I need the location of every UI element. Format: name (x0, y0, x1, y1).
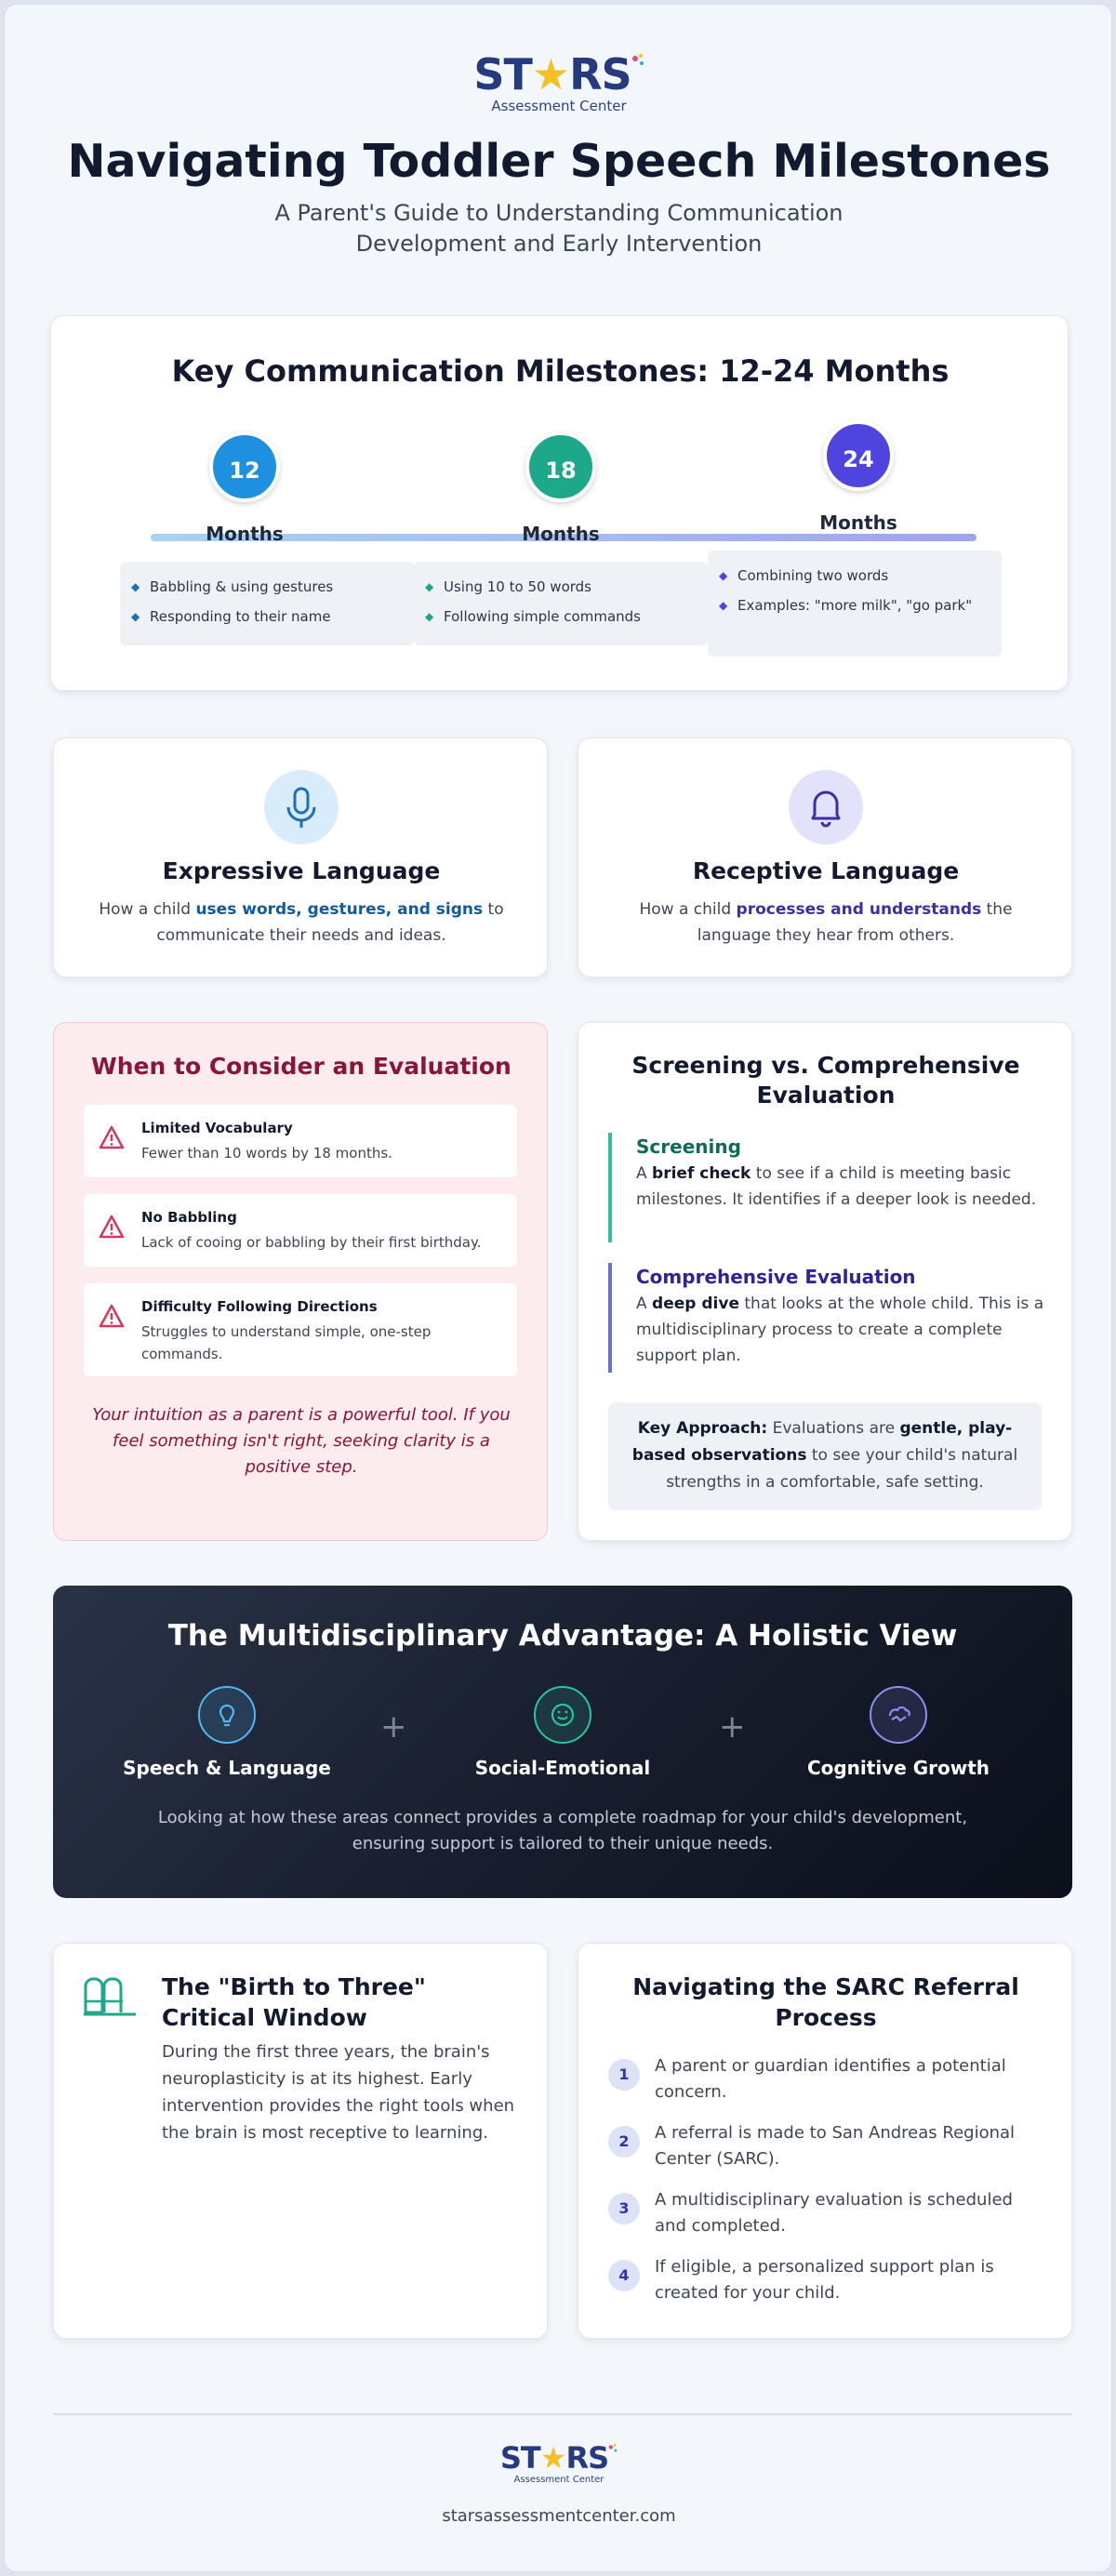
list-item: ◆ Following simple commands (425, 608, 641, 625)
microphone-icon (264, 770, 339, 844)
infographic-page (4, 4, 1112, 2572)
milestones-title: Key Communication Milestones: 12-24 Months (171, 353, 950, 389)
list-item: ◆ Responding to their name (131, 608, 331, 625)
key-approach-box: Key Approach: Evaluations are gentle, play-based observations to see your child's natural strengths in a comfortable, safe setting. (608, 1402, 1042, 1510)
footer-logo: ST★RS Assessment Center (5, 2443, 1113, 2485)
multidisciplinary-desc: Looking at how these areas connect provides a complete roadmap for your child's development, ensuring support is tailored to their unique needs. (157, 1808, 968, 1853)
star-icon: ★ (531, 49, 570, 100)
diamond-bullet-icon: ◆ (131, 580, 140, 593)
milestone-24-badge: 24 (823, 420, 894, 491)
plus-icon: + (719, 1708, 746, 1746)
logo-dots (608, 2440, 618, 2476)
smile-icon (534, 1686, 591, 1744)
milestone-18-label: Months (522, 523, 600, 545)
diamond-bullet-icon: ◆ (131, 610, 140, 623)
milestone-12-badge: 12 (209, 432, 280, 502)
logo-subtitle: Assessment Center (513, 2475, 604, 2485)
screening-title: Screening vs. Comprehensive Evaluation (631, 1052, 1020, 1109)
evaluation-item: Limited Vocabulary Fewer than 10 words by 18 months. (84, 1105, 517, 1177)
star-icon: ★ (539, 2440, 566, 2476)
receptive-desc: How a child processes and understands the language they hear from others. (639, 900, 1013, 945)
footer-url[interactable]: starsassessmentcenter.com (442, 2506, 676, 2526)
milestone-24-details (708, 551, 1002, 657)
sarc-title: Navigating the SARC Referral Process (632, 1973, 1019, 2031)
diamond-bullet-icon: ◆ (719, 569, 728, 582)
step-number: 1 (608, 2059, 640, 2091)
cognitive-growth-area: Cognitive Growth (782, 1686, 1015, 1779)
evaluation-title: When to Consider an Evaluation (91, 1053, 512, 1080)
list-item: ◆ Combining two words (719, 567, 889, 584)
step-number: 4 (608, 2260, 640, 2291)
evaluation-note: Your intuition as a parent is a powerful tool. If you feel something isn't right, seeking clarity is a positive step. (92, 1405, 511, 1477)
receptive-title: Receptive Language (692, 857, 960, 884)
expressive-desc: How a child uses words, gestures, and signs to communicate their needs and ideas. (99, 900, 504, 945)
milestone-18-badge: 18 (525, 432, 596, 502)
screening-card (578, 1022, 1072, 1541)
evaluation-item: Difficulty Following Directions Struggles to understand simple, one-step commands. (84, 1283, 517, 1376)
speech-language-area: Speech & Language (111, 1686, 343, 1779)
evaluation-item: No Babbling Lack of cooing or babbling by their first birthday. (84, 1194, 517, 1267)
stars-logo: ST★RS Assessment Center (5, 53, 1113, 114)
warning-icon (99, 1215, 125, 1242)
milestones-card (50, 315, 1069, 691)
page-title: Navigating Toddler Speech Milestones (67, 135, 1051, 188)
birth-to-three-desc: During the first three years, the brain's neuroplasticity is at its highest. Early intervention provides the right tools when the brain is most receptive to learning. (162, 2042, 515, 2143)
birth-to-three-card (53, 1943, 548, 2339)
diamond-bullet-icon: ◆ (425, 580, 434, 593)
page-subtitle: A Parent's Guide to Understanding Communication Development and Early Intervention (274, 200, 844, 257)
footer-divider (53, 2413, 1072, 2415)
lightbulb-icon (198, 1686, 256, 1744)
brain-icon (870, 1686, 927, 1744)
list-item: ◆ Using 10 to 50 words (425, 578, 591, 595)
expressive-language-card (53, 737, 548, 977)
diamond-bullet-icon: ◆ (719, 599, 728, 612)
step-number: 3 (608, 2193, 640, 2224)
warning-icon (99, 1125, 125, 1153)
sarc-referral-card: Navigating the SARC Referral Process 1 A parent or guardian identifies a potential concern. 2 A referral is made to San Andreas Regional Center (SARC). 3 A multidisciplinary evaluation is scheduled and completed. 4 If eligible, a personalized support plan is created for your child. (578, 1943, 1072, 2339)
open-book-icon (82, 1977, 138, 2022)
receptive-language-card (578, 737, 1072, 977)
expressive-title: Expressive Language (162, 857, 441, 884)
evaluation-card (53, 1022, 548, 1541)
multidisciplinary-title: The Multidisciplinary Advantage: A Holistic View (167, 1619, 958, 1653)
milestone-12-details (120, 562, 414, 645)
warning-icon (99, 1304, 125, 1332)
logo-dots (631, 49, 644, 100)
step-number: 2 (608, 2126, 640, 2158)
list-item: ◆ Babbling & using gestures (131, 578, 334, 595)
screening-block: Screening A brief check to see if a child is meeting basic milestones. It identifies if a deeper look is needed. (608, 1133, 1045, 1242)
milestone-18-details (414, 562, 708, 645)
list-item: ◆ Examples: "more milk", "go park" (719, 597, 973, 614)
plus-icon: + (380, 1708, 407, 1746)
multidisciplinary-banner (53, 1586, 1072, 1898)
comprehensive-block: Comprehensive Evaluation A deep dive that looks at the whole child. This is a multidisciplinary process to create a complete support plan. (608, 1263, 1045, 1373)
diamond-bullet-icon: ◆ (425, 610, 434, 623)
social-emotional-area: Social-Emotional (446, 1686, 679, 1779)
logo-subtitle: Assessment Center (491, 98, 627, 114)
birth-to-three-title: The "Birth to Three" Critical Window (162, 1973, 426, 2031)
milestone-24-label: Months (819, 511, 897, 534)
bell-icon (789, 770, 863, 844)
milestone-12-label: Months (206, 523, 284, 545)
